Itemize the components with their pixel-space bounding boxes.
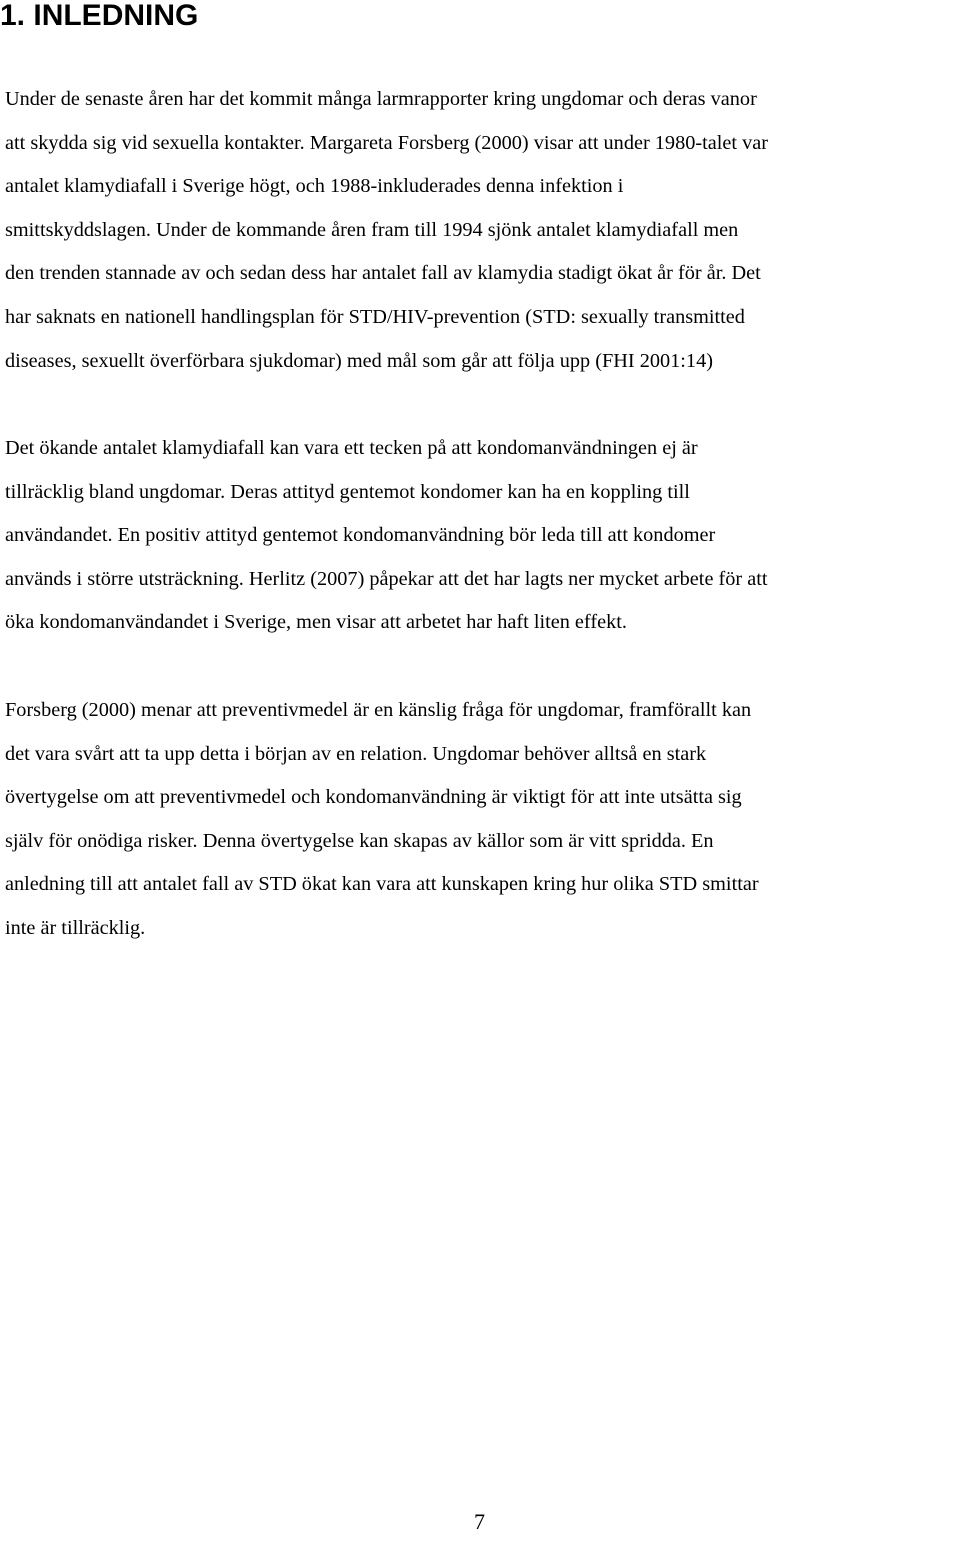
paragraph-line: det vara svårt att ta upp detta i början av en relation. Ungdomar behöver alltså en stark <box>5 742 707 765</box>
paragraph-line: öka kondomanvändandet i Sverige, men visar att arbetet har haft liten effekt. <box>5 611 627 634</box>
paragraph-line: användandet. En positiv attityd gentemot kondomanvändning bör leda till att kondomer <box>5 524 716 547</box>
paragraph-line: har saknats en nationell handlingsplan för STD/HIV-prevention (STD: sexually transmitted <box>5 305 745 328</box>
paragraph-line: Forsberg (2000) menar att preventivmedel är en känslig fråga för ungdomar, framförallt kan <box>5 699 752 721</box>
paragraph-line: Under de senaste åren har det kommit många larmrapporter kring ungdomar och deras vanor <box>5 88 757 110</box>
paragraph-3 <box>5 689 960 951</box>
paragraph-line: anledning till att antalet fall av STD ökat kan vara att kunskapen kring hur olika STD smittar <box>5 873 759 896</box>
paragraph-line: diseases, sexuellt överförbara sjukdomar) med mål som går att följa upp (FHI 2001:14) <box>5 349 713 372</box>
paragraph-line: inte är tillräcklig. <box>5 916 146 939</box>
paragraph-line: övertygelse om att preventivmedel och kondomanvändning är viktigt för att inte utsätta sig <box>5 786 742 809</box>
paragraph-line: den trenden stannade av och sedan dess har antalet fall av klamydia stadigt ökat år för år. Det <box>5 262 761 285</box>
paragraph-1 <box>5 78 960 383</box>
paragraph-2 <box>5 427 960 645</box>
paragraph-line: själv för onödiga risker. Denna övertygelse kan skapas av källor som är vitt spridda. En <box>5 829 714 852</box>
section-heading: 1. INLEDNING <box>0 0 199 32</box>
paragraph-line: används i större utsträckning. Herlitz (2007) påpekar att det har lagts ner mycket arbete för att <box>5 567 768 590</box>
paragraph-line: antalet klamydiafall i Sverige högt, och 1988-inkluderades denna infektion i <box>5 175 624 198</box>
paragraph-line: tillräcklig bland ungdomar. Deras attityd gentemot kondomer kan ha en koppling till <box>5 480 690 503</box>
paragraph-line: smittskyddslagen. Under de kommande åren fram till 1994 sjönk antalet klamydiafall men <box>5 218 739 241</box>
page-number: 7 <box>474 1509 485 1534</box>
paragraph-line: Det ökande antalet klamydiafall kan vara ett tecken på att kondomanvändningen ej är <box>5 437 698 459</box>
paragraph-line: att skydda sig vid sexuella kontakter. Margareta Forsberg (2000) visar att under 1980-talet var <box>5 131 768 154</box>
